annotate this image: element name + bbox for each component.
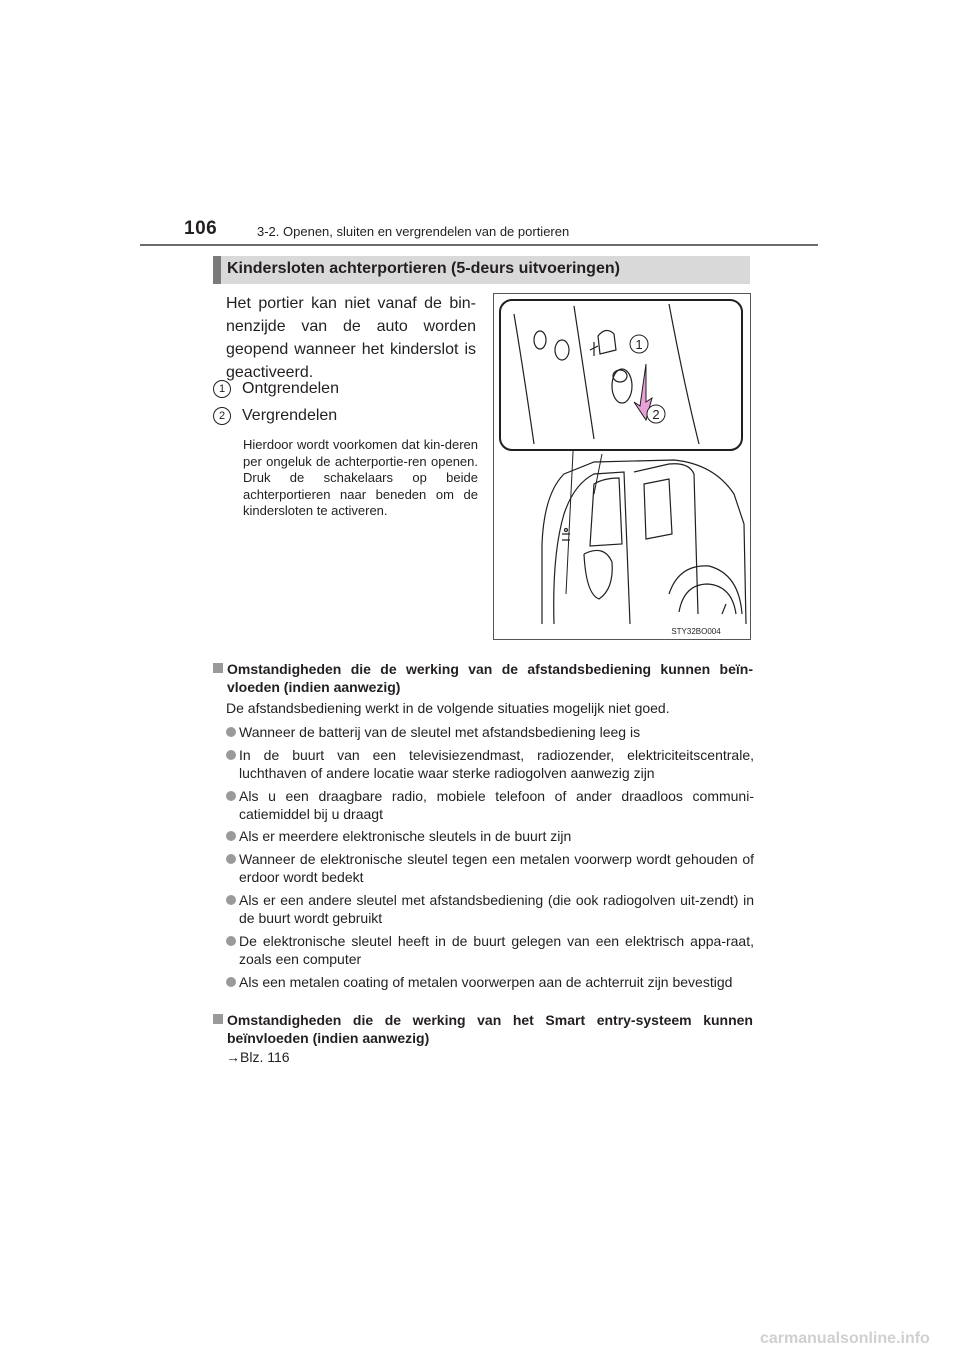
heading-square-icon [213,1014,223,1024]
section-heading-smart-entry [213,1011,753,1047]
page-reference-link[interactable]: →Blz. 116 [226,1049,290,1065]
callout-number-1: 1 [213,380,231,398]
section-heading-remote-text: Omstandigheden die de werking van de afstandsbediening kunnen beïn-vloeden (indien aanwezig) [227,661,753,695]
section-remote-intro: De afstandsbediening werkt in de volgende situaties mogelijk niet goed. [226,700,670,716]
bullet-icon [226,854,236,864]
bullet-icon [226,936,236,946]
heading-square-icon [213,663,223,673]
section-title: 3-2. Openen, sluiten en vergrendelen van de portieren [257,224,570,239]
bullet-icon [226,750,236,760]
note-paragraph: Hierdoor wordt voorkomen dat kin-deren per ongeluk de achterportie-ren openen. Druk de schakelaars op beide achterportieren naar beneden om de kindersloten te activeren. [243,437,478,518]
bullet-icon [226,895,236,905]
callout-label-lock: Vergrendelen [242,407,338,424]
bullet-icon [226,831,236,841]
figure-callout-1-text: 1 [635,337,643,352]
section-heading-remote [213,660,753,696]
callout-number-2: 2 [213,407,231,425]
child-lock-illustration [493,293,751,640]
car-door-drawing [494,294,750,639]
bullet-icon [226,727,236,737]
watermark: carmanualsonline.info [760,1330,930,1347]
header-rule [140,244,818,246]
bullet-icon [226,977,236,987]
section-heading-smart-entry-text: Omstandigheden die de werking van het Smart entry-systeem kunnen beïnvloeden (indien aanwezig) [227,1012,753,1046]
band-marker [213,256,221,284]
callout-label-unlock: Ontgrendelen [242,380,339,397]
bullet-icon [226,791,236,801]
subsection-band [213,256,750,284]
intro-paragraph: Het portier kan niet vanaf de bin-nenzijde van de auto worden geopend wanneer het kinderslot is geactiveerd. [226,295,476,381]
figure-callout-2-text: 2 [652,407,660,422]
figure-code: STY32BO004 [671,627,721,636]
page-number: 106 [184,218,218,239]
subsection-title: Kindersloten achterportieren (5-deurs uitvoeringen) [227,260,620,277]
